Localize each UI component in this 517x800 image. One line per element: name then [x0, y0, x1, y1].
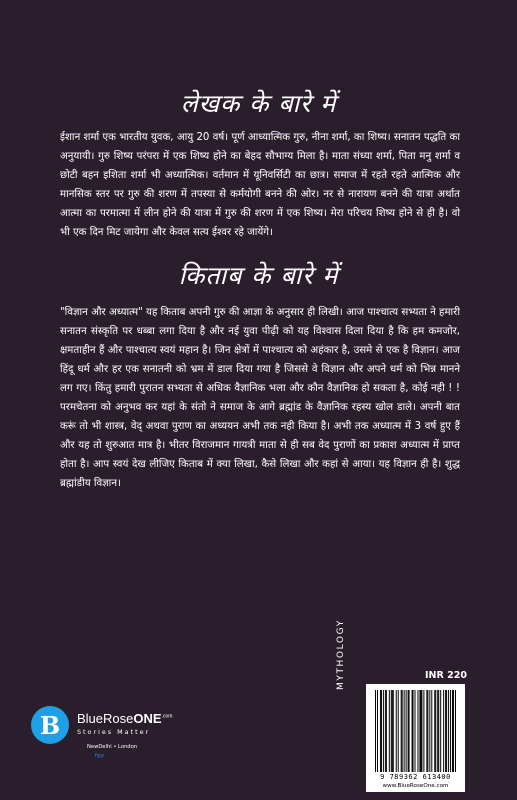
barcode-bar [438, 690, 439, 772]
barcode-bar [402, 690, 403, 772]
publisher-website: www.BlueRoseOne.com [382, 783, 449, 789]
barcode-bar [452, 690, 453, 772]
publisher-name-suffix: .com [161, 713, 173, 720]
barcode-bar [386, 690, 387, 772]
barcode-bar [426, 690, 427, 772]
barcode-bar [380, 690, 381, 772]
barcode-bar [421, 690, 422, 772]
barcode-bar [412, 690, 413, 772]
barcode-bar [453, 690, 454, 772]
barcode-bar [429, 690, 430, 772]
genre-label: MYTHOLOGY [336, 619, 346, 690]
barcode-bar [409, 690, 410, 772]
publisher-name-badge: ONE [133, 711, 162, 726]
price-label: INR 220 [425, 670, 467, 681]
barcode-bar [401, 690, 402, 772]
barcode-bar [417, 690, 418, 772]
barcode-bar [391, 690, 392, 772]
barcode-bar [427, 690, 428, 772]
barcode-bar [413, 690, 414, 772]
barcode-image [375, 690, 456, 772]
publisher-name-main: BlueRose [77, 711, 134, 726]
barcode-bar [398, 690, 399, 772]
barcode-bar [455, 690, 456, 772]
social-icons: f◎y [95, 753, 105, 759]
barcode-bar [443, 690, 444, 772]
publisher-logo-icon [31, 706, 69, 744]
barcode-bar [375, 690, 376, 772]
barcode-bar [377, 690, 378, 772]
barcode-bar [396, 690, 397, 772]
barcode-bar [448, 690, 449, 772]
barcode-bar [419, 690, 420, 772]
barcode-bar [445, 690, 446, 772]
barcode-bar [434, 690, 435, 772]
barcode-bar [415, 690, 416, 772]
barcode-bar [431, 690, 432, 772]
barcode-bar [435, 690, 436, 772]
barcode-bar [423, 690, 424, 772]
barcode-bar [446, 690, 447, 772]
publisher-cities: NewDelhi • London [87, 744, 138, 750]
book-description-paragraph: "विज्ञान और अध्यात्म" यह किताब अपनी गुरु की आज्ञा के अनुसार ही लिखी। आज पाश्चात्य सभ्यता ने हमारी सनातन संस्कृति पर धब्बा लगा दिया है और नई युवा पीढ़ी को यह विश्वास दिला दिया है कि हम कमजोर, क्षमताहीन हैं और पाश्चात्य स्वयं महान है। जिन क्षेत्रों में पाश्चात्य को अहंकार है, उसमे से एक है विज्ञान। आज हिंदू धर्म और हर एक सनातनी को भ्रम में डाल दिया गया है जिससे वे विज्ञान और अपने धर्म को भिन्न मानने लग गए। किंतु हमारी पुरातन सभ्यता से अधिक वैज्ञानिक भला और कौन वैज्ञानिक हो सकता है, कोई नही ! ! परमचेतना को अनुभव कर यहां के संतो ने समाज के आगे ब्रह्मांड के वैज्ञानिक रहस्य खोल डाले। अपनी बात करूं तो भी शास्त्र, वेद् अथवा पुराण का अध्ययन अभी तक नही किया है। अभी तक अध्यात्म में 3 वर्ष हुए हैं और यह तो शुरुआत मात्र है। भीतर विराजमान गायत्री माता से ही सब वेद पुराणों का प्रकाश अध्यात्म में प्राप्त होता है। आप स्वयं देख लीजिए किताब में क्या लिखा, कैसे लिखा और कहां से आया। यह विज्ञान ही है। शुद्ध ब्रह्मांडीय विज्ञान। [60, 307, 460, 489]
barcode-bar [440, 690, 441, 772]
barcode-bar [393, 690, 394, 772]
author-bio-paragraph: ईशान शर्मा एक भारतीय युवक, आयु 20 वर्ष। पूर्ण आध्यात्मिक गुरु, नीना शर्मा, का शिष्य। सनातन पद्धति का अनुयायी। गुरु शिष्य परंपरा में एक शिष्य होने का बेहद सौभाग्य मिला है। माता संध्या शर्मा, पिता मनु शर्मा व छोटी बहन इशिता शर्मा भी अध्यात्मिक। वर्तमान में यूनिवर्सिटी का छात्र। समाज में रहते रहते आत्मिक और मानसिक स्तर पर गुरु की शरण में तपस्या से कर्मयोगी बनने की ओर। नर से नारायण बनने की यात्रा अर्थात आत्मा का परमात्मा में लीन होने की यात्रा में गुरु की शरण में एक शिष्य। मेरा परिचय शिष्य होने से ही है। वो भी एक दिन मिट जायेगा और केवल सत्य ईश्वर रहे जायेंगे। [60, 132, 460, 238]
publisher-name [77, 711, 172, 726]
book-section-heading: किताब के बारे में [178, 261, 339, 290]
barcode-bar [406, 690, 407, 772]
barcode-bar [385, 690, 386, 772]
barcode-bar [437, 690, 438, 772]
isbn-number: 9 789362 613400 [380, 773, 451, 781]
barcode-bar [392, 690, 393, 772]
barcode-bar [450, 690, 451, 772]
barcode-bar [404, 690, 405, 772]
publisher-tagline: Stories Matter [77, 728, 151, 736]
barcode-bar [389, 690, 390, 772]
barcode-bar [420, 690, 421, 772]
author-section-heading: लेखक के बारे में [180, 89, 337, 118]
isbn-barcode-block [366, 684, 465, 792]
barcode-bar [383, 690, 384, 772]
barcode-bar [408, 690, 409, 772]
barcode-bar [381, 690, 382, 772]
logo-letter: B [39, 711, 61, 740]
